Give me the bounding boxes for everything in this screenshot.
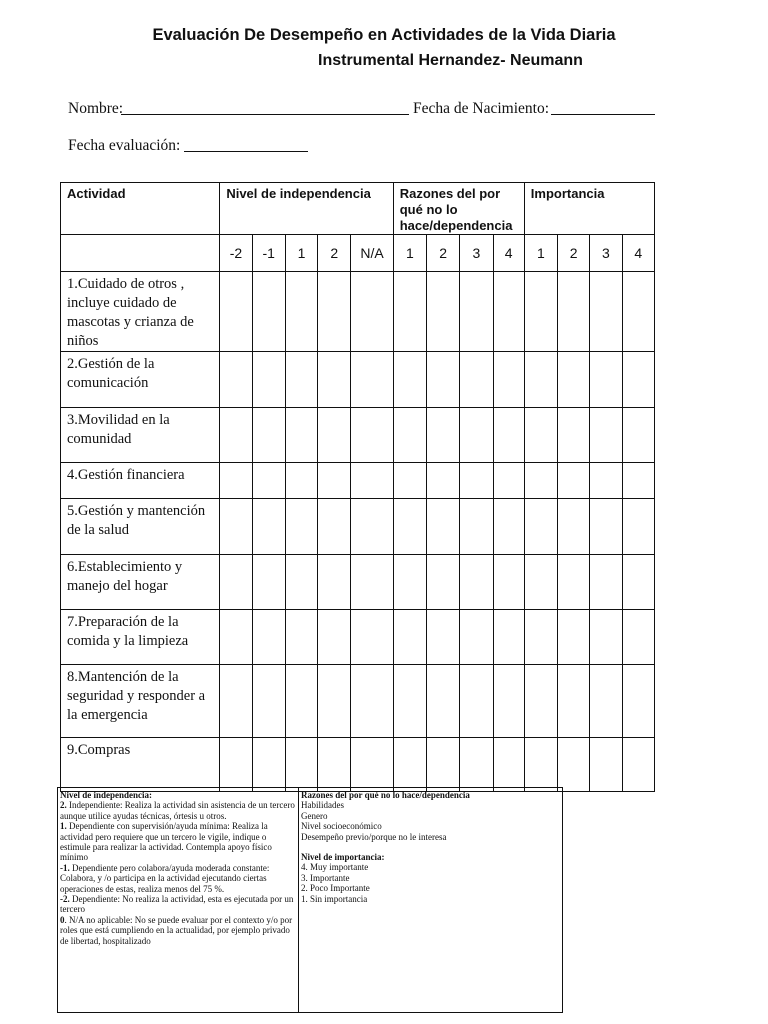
score-cell[interactable] — [427, 463, 460, 499]
score-cell[interactable] — [351, 555, 393, 610]
score-cell[interactable] — [524, 352, 557, 408]
score-cell[interactable] — [590, 738, 622, 792]
score-cell[interactable] — [558, 610, 590, 665]
score-cell[interactable] — [524, 272, 557, 352]
score-cell[interactable] — [590, 272, 622, 352]
score-cell[interactable] — [427, 408, 460, 463]
score-cell[interactable] — [252, 738, 285, 792]
score-cell[interactable] — [351, 738, 393, 792]
score-cell[interactable] — [493, 665, 524, 738]
score-cell[interactable] — [622, 555, 654, 610]
score-cell[interactable] — [558, 499, 590, 555]
fecha-evaluacion-label: Fecha evaluación: — [68, 137, 181, 154]
nombre-label: Nombre: — [68, 100, 124, 117]
score-cell[interactable] — [590, 352, 622, 408]
legend-importancia-item: 2. Poco Importante — [301, 883, 370, 894]
legend-nivel-item: -1. Dependiente pero colabora/ayuda moderada constante: Colabora, y /o participa en la actividad ejecutando ciertas operaciones de estas, realiza menos del 75 %. — [60, 862, 270, 894]
score-cell[interactable] — [285, 610, 317, 665]
legend-importancia-item: 1. Sin importancia — [301, 893, 368, 904]
razones-col-label: 2 — [427, 235, 460, 272]
table-row — [61, 272, 655, 352]
score-cell[interactable] — [318, 610, 351, 665]
score-cell[interactable] — [252, 555, 285, 610]
score-cell[interactable] — [558, 272, 590, 352]
score-cell[interactable] — [351, 352, 393, 408]
score-cell[interactable] — [524, 665, 557, 738]
evaluation-table — [60, 182, 655, 792]
score-cell[interactable] — [460, 272, 493, 352]
score-cell[interactable] — [318, 555, 351, 610]
score-cell[interactable] — [493, 352, 524, 408]
importancia-col-label: 2 — [558, 235, 590, 272]
score-cell[interactable] — [220, 738, 252, 792]
form-subtitle: Instrumental Hernandez- Neumann — [318, 52, 583, 69]
table-row — [61, 555, 655, 610]
activity-label: 9.Compras — [61, 738, 220, 792]
activity-label: 2.Gestión de la comunicación — [61, 352, 220, 408]
razones-col-label: 1 — [393, 235, 426, 272]
nivel-col-label: -1 — [252, 235, 285, 272]
score-cell[interactable] — [427, 499, 460, 555]
score-cell[interactable] — [393, 272, 426, 352]
score-cell[interactable] — [524, 463, 557, 499]
score-cell[interactable] — [622, 499, 654, 555]
score-cell[interactable] — [622, 665, 654, 738]
score-cell[interactable] — [252, 272, 285, 352]
legend-razones-item: Desempeño previo/porque no le interesa — [301, 831, 447, 842]
score-cell[interactable] — [285, 352, 317, 408]
score-cell[interactable] — [460, 610, 493, 665]
score-cell[interactable] — [351, 665, 393, 738]
score-cell[interactable] — [493, 738, 524, 792]
importancia-col-label: 1 — [524, 235, 557, 272]
score-cell[interactable] — [460, 463, 493, 499]
score-cell[interactable] — [252, 610, 285, 665]
score-cell[interactable] — [285, 738, 317, 792]
score-cell[interactable] — [220, 610, 252, 665]
activity-label: 6.Establecimiento y manejo del hogar — [61, 555, 220, 610]
legend-razones-title: Razones del por qué no lo hace/dependencia — [301, 790, 470, 800]
table-row — [61, 408, 655, 463]
table-row — [61, 665, 655, 738]
nivel-col-label: N/A — [351, 235, 393, 272]
score-cell[interactable] — [622, 408, 654, 463]
score-cell[interactable] — [252, 665, 285, 738]
score-cell[interactable] — [558, 555, 590, 610]
table-subheader-row — [61, 235, 655, 272]
score-cell[interactable] — [220, 272, 252, 352]
score-cell[interactable] — [285, 408, 317, 463]
nivel-col-label: 1 — [285, 235, 317, 272]
score-cell[interactable] — [393, 408, 426, 463]
legend-nivel-item: -2. Dependiente: No realiza la actividad, esta es ejecutada por un tercero — [60, 894, 294, 915]
form-title: Evaluación De Desempeño en Actividades de la Vida Diaria — [152, 26, 616, 44]
legend-nivel-item: 2. Independiente: Realiza la actividad sin asistencia de un tercero aunque utilice ayudas técnicas, órtesis u otros. — [60, 800, 295, 821]
table-row — [61, 352, 655, 408]
score-cell[interactable] — [622, 352, 654, 408]
score-cell[interactable] — [318, 463, 351, 499]
score-cell[interactable] — [318, 499, 351, 555]
score-cell[interactable] — [351, 408, 393, 463]
score-cell[interactable] — [252, 499, 285, 555]
nivel-col-label: 2 — [318, 235, 351, 272]
score-cell[interactable] — [285, 665, 317, 738]
score-cell[interactable] — [318, 665, 351, 738]
nivel-col-label: -2 — [220, 235, 252, 272]
score-cell[interactable] — [524, 738, 557, 792]
activity-label: 4.Gestión financiera — [61, 463, 220, 499]
score-cell[interactable] — [558, 463, 590, 499]
score-cell[interactable] — [558, 738, 590, 792]
score-cell[interactable] — [220, 499, 252, 555]
legend-nivel-item: 1. Dependiente con supervisión/ayuda mínima: Realiza la actividad pero requiere que un tercero le vigile, indique o estimule para realizar la actividad. Contempla apoyo físico mínimo — [60, 821, 272, 863]
header-razones: Razones del por qué no lo hace/dependencia — [393, 183, 524, 235]
legend-razones-item: Habilidades — [301, 800, 344, 811]
legend-importancia-item: 4. Muy importante — [301, 862, 369, 873]
score-cell[interactable] — [460, 555, 493, 610]
score-cell[interactable] — [590, 610, 622, 665]
score-cell[interactable] — [393, 738, 426, 792]
legend-nivel — [60, 790, 296, 946]
score-cell[interactable] — [220, 463, 252, 499]
score-cell[interactable] — [252, 408, 285, 463]
score-cell[interactable] — [351, 272, 393, 352]
score-cell[interactable] — [318, 352, 351, 408]
score-cell[interactable] — [393, 463, 426, 499]
table-row — [61, 610, 655, 665]
score-cell[interactable] — [524, 408, 557, 463]
score-cell[interactable] — [427, 610, 460, 665]
legend-razones-item: Nivel socioeconómico — [301, 821, 382, 832]
score-cell[interactable] — [524, 555, 557, 610]
header-importancia: Importancia — [524, 183, 654, 235]
legend-importancia-title: Nivel de importancia: — [301, 852, 385, 863]
score-cell[interactable] — [427, 738, 460, 792]
score-cell[interactable] — [622, 610, 654, 665]
nombre-field[interactable] — [121, 114, 409, 115]
score-cell[interactable] — [622, 463, 654, 499]
score-cell[interactable] — [493, 408, 524, 463]
legend-razones-importancia — [301, 790, 561, 904]
table-row — [61, 738, 655, 792]
table-row — [61, 499, 655, 555]
fecha-nacimiento-field[interactable] — [551, 114, 655, 115]
activity-label: 3.Movilidad en la comunidad — [61, 408, 220, 463]
score-cell[interactable] — [590, 499, 622, 555]
score-cell[interactable] — [393, 665, 426, 738]
activity-label: 5.Gestión y mantención de la salud — [61, 499, 220, 555]
score-cell[interactable] — [460, 408, 493, 463]
score-cell[interactable] — [285, 555, 317, 610]
score-cell[interactable] — [285, 463, 317, 499]
score-cell[interactable] — [393, 352, 426, 408]
score-cell[interactable] — [393, 610, 426, 665]
fecha-evaluacion-field[interactable] — [184, 151, 308, 152]
score-cell[interactable] — [524, 610, 557, 665]
legend-divider — [298, 788, 299, 1012]
score-cell[interactable] — [220, 408, 252, 463]
score-cell[interactable] — [558, 408, 590, 463]
score-cell[interactable] — [493, 555, 524, 610]
score-cell[interactable] — [493, 463, 524, 499]
score-cell[interactable] — [220, 665, 252, 738]
score-cell[interactable] — [493, 272, 524, 352]
score-cell[interactable] — [493, 499, 524, 555]
score-cell[interactable] — [285, 272, 317, 352]
score-cell[interactable] — [558, 352, 590, 408]
score-cell[interactable] — [318, 738, 351, 792]
score-cell[interactable] — [427, 272, 460, 352]
legend-importancia-item: 3. Importante — [301, 872, 350, 883]
score-cell[interactable] — [351, 499, 393, 555]
legend-razones-item: Genero — [301, 810, 328, 821]
score-cell[interactable] — [493, 610, 524, 665]
razones-col-label: 3 — [460, 235, 493, 272]
score-cell[interactable] — [252, 463, 285, 499]
score-cell[interactable] — [285, 499, 317, 555]
activity-label: 1.Cuidado de otros , incluye cuidado de mascotas y crianza de niños — [61, 272, 220, 352]
importancia-col-label: 4 — [622, 235, 654, 272]
score-cell[interactable] — [427, 352, 460, 408]
importancia-col-label: 3 — [590, 235, 622, 272]
score-cell[interactable] — [590, 408, 622, 463]
fecha-nacimiento-label: Fecha de Nacimiento: — [413, 100, 550, 117]
legend-box — [57, 787, 563, 1013]
legend-nivel-title: Nivel de independencia: — [60, 790, 153, 800]
activity-label: 7.Preparación de la comida y la limpieza — [61, 610, 220, 665]
score-cell[interactable] — [590, 665, 622, 738]
score-cell[interactable] — [351, 610, 393, 665]
score-cell[interactable] — [590, 555, 622, 610]
score-cell[interactable] — [460, 352, 493, 408]
table-header-row — [61, 183, 655, 235]
score-cell[interactable] — [460, 738, 493, 792]
score-cell[interactable] — [220, 352, 252, 408]
legend-nivel-item: 0. N/A no aplicable: No se puede evaluar por el contexto y/o por roles que está cumpliendo en la actualidad, por ejemplo privado de libertad, hospitalizado — [60, 914, 293, 946]
razones-col-label: 4 — [493, 235, 524, 272]
header-actividad: Actividad — [61, 183, 220, 235]
score-cell[interactable] — [622, 738, 654, 792]
header-nivel-independencia: Nivel de independencia — [220, 183, 393, 235]
score-cell[interactable] — [318, 272, 351, 352]
score-cell[interactable] — [590, 463, 622, 499]
activity-label: 8.Mantención de la seguridad y responder a la emergencia — [61, 665, 220, 738]
score-cell[interactable] — [252, 352, 285, 408]
score-cell[interactable] — [220, 555, 252, 610]
score-cell[interactable] — [318, 408, 351, 463]
table-row — [61, 463, 655, 499]
score-cell[interactable] — [558, 665, 590, 738]
score-cell[interactable] — [393, 555, 426, 610]
subheader-empty — [61, 235, 220, 272]
score-cell[interactable] — [460, 499, 493, 555]
score-cell[interactable] — [351, 463, 393, 499]
score-cell[interactable] — [460, 665, 493, 738]
score-cell[interactable] — [622, 272, 654, 352]
score-cell[interactable] — [427, 555, 460, 610]
score-cell[interactable] — [524, 499, 557, 555]
score-cell[interactable] — [393, 499, 426, 555]
score-cell[interactable] — [427, 665, 460, 738]
